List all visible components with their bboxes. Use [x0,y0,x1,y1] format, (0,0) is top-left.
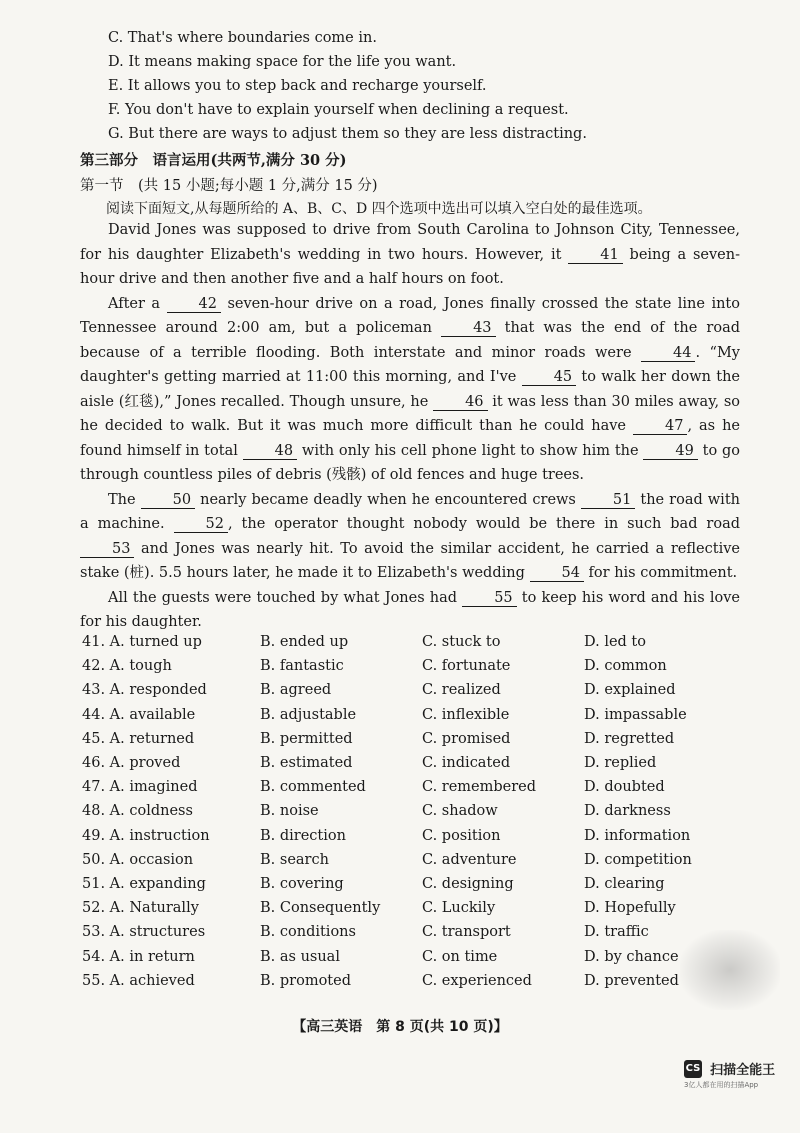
passage-paragraph-4 [80,586,740,635]
choice-a[interactable]: 53. A. structures [82,924,206,941]
passage-text: to walk her down the aisle (红毯),” Jones recalled. Though unsure, he [80,369,740,410]
choice-d[interactable]: D. Hopefully [584,900,676,917]
choice-b[interactable]: B. search [260,851,329,868]
choice-c[interactable]: C. Luckily [422,900,496,917]
choice-d[interactable]: D. clearing [584,876,665,892]
choice-a[interactable]: 49. A. instruction [82,827,210,844]
cloze-blank: 50 [141,492,195,509]
option-g: G. But there are ways to adjust them so they are less distracting. [108,126,587,142]
question-row [82,755,742,779]
choice-a[interactable]: 50. A. occasion [82,851,194,868]
choice-d[interactable]: D. impassable [584,706,687,723]
passage-text: All the guests were touched by what Jones had [108,589,463,606]
passage-text: and Jones was nearly hit. To avoid the similar accident, he carried a reflective stake (桩). 5.5 hours later, he made it to Elizabeth's wedding [80,540,740,581]
cloze-blank: 49 [643,443,697,460]
passage-text: seven-hour drive on a road, Jones finally crossed the state line into Tennessee around 2:00 am, but a policeman [80,295,740,336]
cloze-blank: 42 [167,296,221,313]
cloze-blank: 52 [174,516,228,533]
passage-text: with only his cell phone light to show him the [297,442,644,459]
choice-a[interactable]: 43. A. responded [82,682,207,699]
cloze-blank: 47 [633,418,687,435]
choice-b[interactable]: B. ended up [260,634,349,650]
question-row [82,900,742,924]
question-row [82,852,742,876]
option-c: C. That's where boundaries come in. [108,30,377,46]
cloze-blank: 54 [530,565,584,582]
option-e: E. It allows you to step back and recharge yourself. [108,78,487,94]
page-footer: 【高三英语 第 8 页(共 10 页)】 [292,1019,508,1035]
choice-c[interactable]: C. stuck to [422,634,501,650]
choice-b[interactable]: B. conditions [260,924,356,941]
choice-b[interactable]: B. agreed [260,682,332,699]
choice-c[interactable]: C. remembered [422,779,537,796]
choice-a[interactable]: 55. A. achieved [82,972,195,989]
passage-text: to go through countless piles of debris (残骸) of old fences and huge trees. [80,442,740,483]
choice-d[interactable]: D. explained [584,682,676,699]
choice-b[interactable]: B. estimated [260,755,353,771]
question-row [82,876,742,900]
question-row [82,973,742,997]
choice-b[interactable]: B. covering [260,876,344,892]
choice-d[interactable]: D. competition [584,851,692,868]
cloze-blank: 46 [433,394,487,411]
section-heading: 第一节 (共 15 小题;每小题 1 分,满分 15 分) [80,178,378,194]
choice-a[interactable]: 41. A. turned up [82,634,202,650]
cloze-blank: 43 [441,320,495,337]
camscanner-logo-icon: CS [684,1060,702,1078]
choice-b[interactable]: B. direction [260,827,346,844]
option-d: D. It means making space for the life you want. [108,54,457,70]
cloze-blank: 41 [568,247,622,264]
question-row [82,707,742,731]
choice-a[interactable]: 46. A. proved [82,755,181,771]
choice-b[interactable]: B. adjustable [260,706,357,723]
passage-text: The [108,491,141,508]
watermark-name: 扫描全能王 [710,1063,776,1078]
choice-a[interactable]: 47. A. imagined [82,779,198,796]
choice-a[interactable]: 51. A. expanding [82,876,206,892]
passage-paragraph-1 [80,218,740,292]
instruction: 阅读下面短文,从每题所给的 A、B、C、D 四个选项中选出可以填入空白处的最佳选项。 [106,201,652,217]
choice-d[interactable]: D. by chance [584,948,679,965]
question-row [82,803,742,827]
passage-text: nearly became deadly when he encountered crews [195,491,581,508]
choice-c[interactable]: C. shadow [422,803,498,820]
passage-text: , the operator thought nobody would be there in such bad road [227,516,740,532]
choice-a[interactable]: 42. A. tough [82,658,172,675]
cloze-blank: 51 [581,492,635,509]
choice-b[interactable]: B. fantastic [260,658,344,675]
scanner-watermark [684,1058,776,1089]
choice-d[interactable]: D. common [584,658,667,675]
cloze-blank: 45 [522,369,576,386]
cloze-blank: 53 [80,541,134,558]
choice-a[interactable]: 44. A. available [82,706,196,723]
choice-d[interactable]: D. led to [584,634,646,650]
cloze-blank: 48 [243,443,297,460]
choice-d[interactable]: D. traffic [584,924,649,941]
choice-c[interactable]: C. inflexible [422,706,510,723]
question-row [82,731,742,755]
choice-d[interactable]: D. regretted [584,730,675,747]
cloze-passage [80,218,740,635]
question-row [82,924,742,948]
passage-text: that was the end of the road because of a terrible flooding. Both interstate and minor roads were [80,320,741,361]
passage-text: being a seven-hour drive and then another five and a half hours on foot. [80,246,740,287]
choice-c[interactable]: C. realized [422,682,501,699]
question-row [82,682,742,706]
choice-b[interactable]: B. Consequently [260,900,381,917]
choice-a[interactable]: 48. A. coldness [82,803,193,820]
choice-c[interactable]: C. designing [422,876,514,892]
choice-d[interactable]: D. doubted [584,779,665,796]
watermark-tagline: 3亿人都在用的扫描App [684,1081,759,1089]
question-row [82,949,742,973]
choice-b[interactable]: B. as usual [260,948,340,965]
question-row [82,658,742,682]
question-row [82,634,742,658]
choice-c[interactable]: C. experienced [422,972,532,989]
scan-stain [680,930,780,1010]
choice-a[interactable]: 52. A. Naturally [82,900,199,917]
cloze-blank: 55 [462,590,516,607]
part-heading: 第三部分 语言运用(共两节,满分 30 分) [80,152,347,169]
choice-c[interactable]: C. on time [422,948,498,965]
choice-b[interactable]: B. permitted [260,730,353,747]
passage-paragraph-2 [80,292,740,488]
choice-d[interactable]: D. information [584,827,691,844]
question-row [82,779,742,803]
option-f: F. You don't have to explain yourself when declining a request. [108,102,569,118]
choice-d[interactable]: D. prevented [584,972,679,989]
choice-a[interactable]: 45. A. returned [82,730,195,747]
passage-text: it was less than 30 miles away, so he decided to walk. But it was much more difficult than he could have [80,393,740,434]
choice-c[interactable]: C. transport [422,924,511,941]
choice-a[interactable]: 54. A. in return [82,948,195,965]
choice-d[interactable]: D. darkness [584,803,671,820]
choice-b[interactable]: B. noise [260,803,319,820]
passage-text: After a [108,295,167,312]
choice-d[interactable]: D. replied [584,755,657,771]
choice-c[interactable]: C. promised [422,730,511,747]
choice-c[interactable]: C. adventure [422,851,517,868]
choice-b[interactable]: B. commented [260,779,366,796]
passage-text: for his commitment. [583,565,738,581]
passage-paragraph-3 [80,488,740,586]
choice-c[interactable]: C. indicated [422,755,511,771]
passage-text: the road with a machine. [80,491,740,532]
passage-text: , as he found himself in total [80,418,740,459]
passage-text: David Jones was supposed to drive from South Carolina to Johnson City, Tennessee, for his daughter Elizabeth's wedding in two hours. However, it [80,222,740,263]
passage-text: . “My daughter's getting married at 11:00 this morning, and I've [80,344,741,385]
question-row [82,828,742,852]
choice-c[interactable]: C. position [422,827,501,844]
passage-text: to keep his word and his love for his daughter. [80,589,740,630]
cloze-blank: 44 [641,345,695,362]
choice-b[interactable]: B. promoted [260,972,351,989]
choice-c[interactable]: C. fortunate [422,658,511,675]
